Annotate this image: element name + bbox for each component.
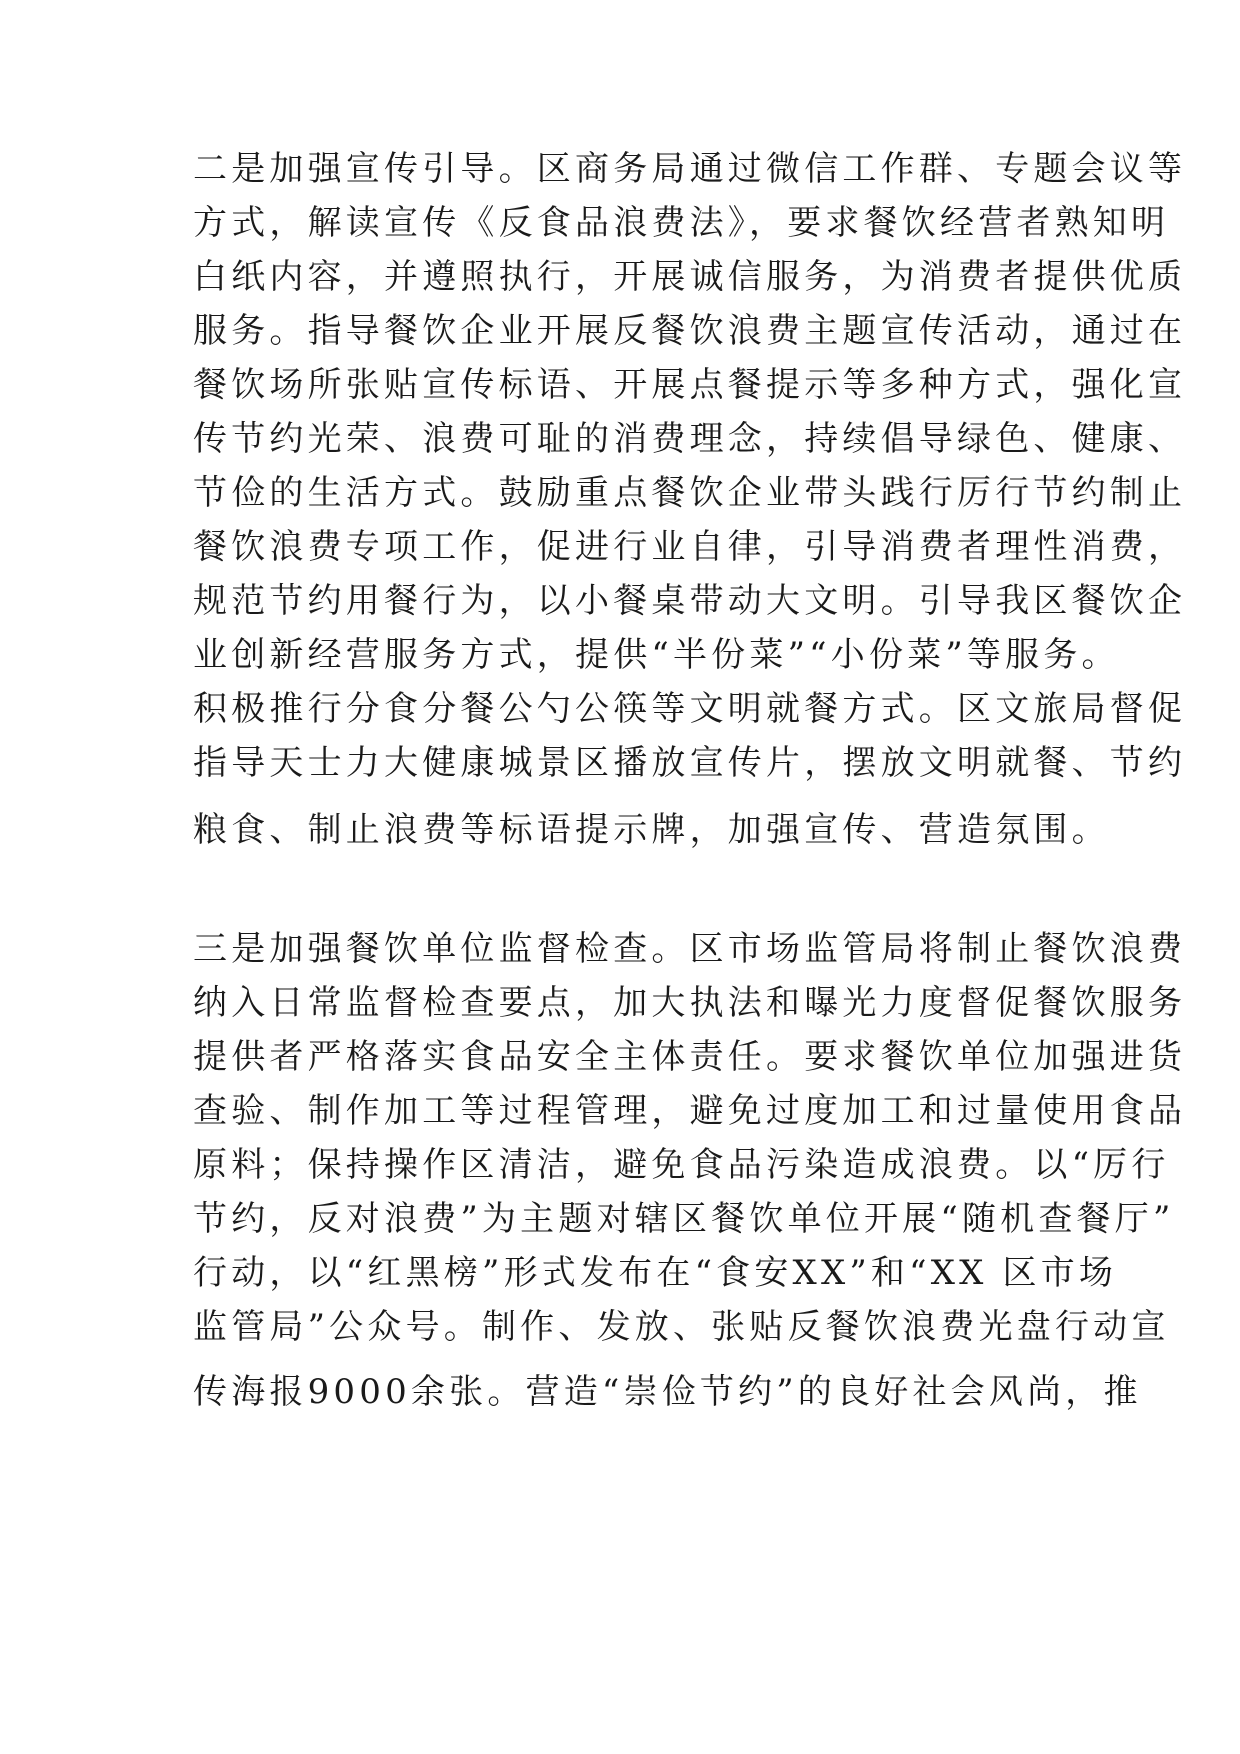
- paragraph-1-line-13: 粮食、制止浪费等标语提示牌，加强宣传、营造氛围。: [193, 810, 1110, 850]
- paragraph-1-line-4: 服务。指导餐饮企业开展反餐饮浪费主题宣传活动，通过在: [193, 311, 1187, 351]
- paragraph-1-line-5: 餐饮场所张贴宣传标语、开展点餐提示等多种方式，强化宣: [193, 365, 1187, 405]
- paragraph-2-line-7: 行动，以“红黑榜”形式发布在“食安XX”和“XX 区市场: [193, 1253, 1118, 1293]
- paragraph-2-line-6: 节约，反对浪费”为主题对辖区餐饮单位开展“随机查餐厅”: [193, 1199, 1175, 1239]
- paragraph-2-line-8: 监管局”公众号。制作、发放、张贴反餐饮浪费光盘行动宣: [193, 1307, 1170, 1347]
- paragraph-2-line-4: 查验、制作加工等过程管理，避免过度加工和过量使用食品: [193, 1091, 1187, 1131]
- paragraph-1-line-10: 业创新经营服务方式，提供“半份菜”“小份菜”等服务。: [193, 635, 1120, 675]
- paragraph-1-line-2: 方式，解读宣传《反食品浪费法》，要求餐饮经营者熟知明: [193, 203, 1170, 243]
- paragraph-1-line-1: 二是加强宣传引导。区商务局通过微信工作群、专题会议等: [193, 149, 1187, 189]
- paragraph-1-line-8: 餐饮浪费专项工作，促进行业自律，引导消费者理性消费，: [193, 527, 1187, 567]
- paragraph-1-line-12: 指导天士力大健康城景区播放宣传片，摆放文明就餐、节约: [193, 743, 1187, 783]
- paragraph-2-line-2: 纳入日常监督检查要点，加大执法和曝光力度督促餐饮服务: [193, 983, 1187, 1023]
- paragraph-1-line-3: 白纸内容，并遵照执行，开展诚信服务，为消费者提供优质: [193, 257, 1187, 297]
- paragraph-1-line-7: 节俭的生活方式。鼓励重点餐饮企业带头践行厉行节约制止: [193, 473, 1187, 513]
- paragraph-2-line-9: 传海报9000余张。营造“崇俭节约”的良好社会风尚，推: [193, 1372, 1142, 1412]
- paragraph-1-line-11: 积极推行分食分餐公勺公筷等文明就餐方式。区文旅局督促: [193, 689, 1187, 729]
- paragraph-1-line-9: 规范节约用餐行为，以小餐桌带动大文明。引导我区餐饮企: [193, 581, 1187, 621]
- paragraph-1-line-6: 传节约光荣、浪费可耻的消费理念，持续倡导绿色、健康、: [193, 419, 1187, 459]
- paragraph-2-line-3: 提供者严格落实食品安全主体责任。要求餐饮单位加强进货: [193, 1037, 1187, 1077]
- paragraph-2-line-1: 三是加强餐饮单位监督检查。区市场监管局将制止餐饮浪费: [193, 929, 1187, 969]
- paragraph-2-line-5: 原料；保持操作区清洁，避免食品污染造成浪费。以“厉行: [193, 1145, 1170, 1185]
